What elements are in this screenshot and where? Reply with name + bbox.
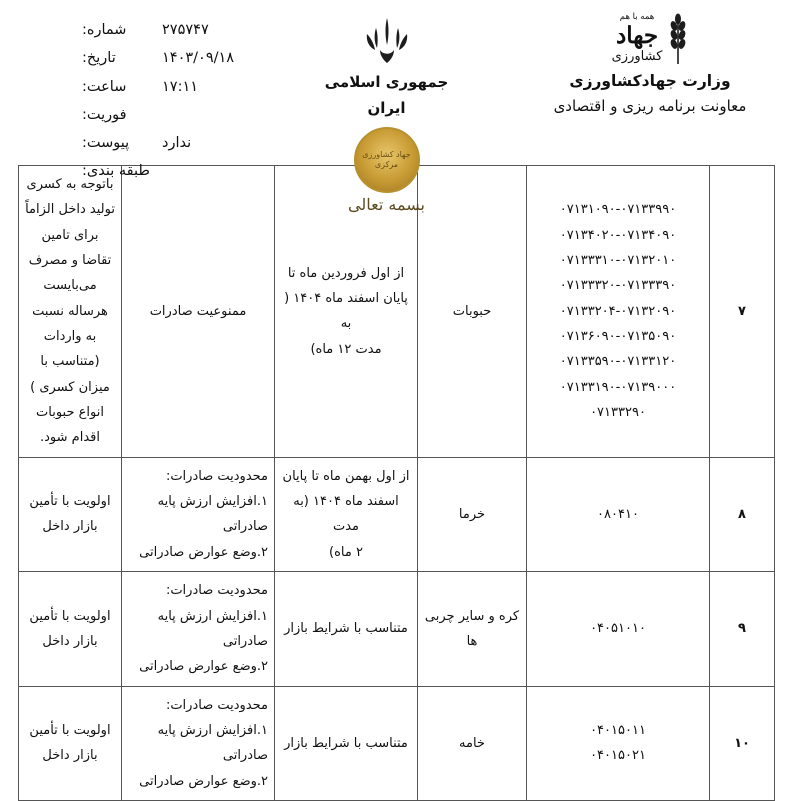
meta-value-urgency <box>162 101 248 129</box>
policy-item: ۲.وضع عوارض صادراتی <box>139 659 268 675</box>
note-line: اولویت با تأمین بازار داخل <box>29 608 111 649</box>
meta-value-date: ۱۴۰۳/۰۹/۱۸ <box>162 50 235 67</box>
row-number: ۱۰ <box>710 686 775 800</box>
note-line: اولویت با تأمین بازار داخل <box>29 722 111 764</box>
note-line: باتوجه به کسری تولید داخل الزاماً <box>25 177 115 218</box>
policy-item: ۱.افزایش ارزش پایه صادراتی <box>157 722 268 764</box>
national-emblem-block <box>272 10 502 214</box>
tariff-code: ۰۸۰۴۱۰ <box>597 506 639 522</box>
meta-value-time: ۱۷:۱۱ <box>162 78 199 95</box>
gold-seal-text: جهاد کشاورزی مرکزی <box>362 150 411 169</box>
ministry-logo <box>612 12 689 66</box>
row-policy <box>122 572 275 686</box>
ministry-block <box>525 10 775 115</box>
ministry-logo-text <box>612 13 663 64</box>
row-note <box>19 166 122 458</box>
note-line: می‌بایست هرساله نسبت به واردات <box>32 278 108 345</box>
table-container <box>0 165 793 801</box>
meta-row <box>18 16 248 44</box>
goods-table-body <box>19 166 775 801</box>
meta-row <box>18 129 248 157</box>
table-row <box>19 686 775 800</box>
row-number: ۷ <box>710 166 775 458</box>
country-title-line2: ایران <box>367 98 406 117</box>
basmala-script: بسمه تعالی <box>348 195 425 214</box>
policy-block <box>128 693 268 794</box>
row-product-name: خرما <box>418 457 527 571</box>
tariff-code: ۰۴۰۵۱۰۱۰ <box>590 621 646 637</box>
period-line: از اول فروردین ماه تا <box>287 265 405 281</box>
note-line: (متناسب با میزان کسری ) <box>30 354 110 395</box>
goods-table <box>18 165 775 801</box>
row-period <box>275 457 418 571</box>
row-policy <box>122 457 275 571</box>
period-line: از اول بهمن ماه تا پایان <box>282 468 410 484</box>
document-meta <box>18 10 248 186</box>
wheat-icon <box>668 12 688 66</box>
policy-item: ۱.افزایش ارزش پایه صادراتی <box>157 494 268 535</box>
period-line: ۲ ماه) <box>329 544 363 560</box>
period-line: مدت ۱۲ ماه) <box>310 341 382 357</box>
row-product-name: کره و سایر چربی ها <box>418 572 527 686</box>
row-tariff-codes <box>527 572 710 686</box>
meta-label-time: ساعت: <box>82 78 127 95</box>
tariff-code: ۰۷۱۳۱۰۹۰-۰۷۱۳۳۹۹۰ <box>559 202 677 218</box>
meta-label-number: شماره: <box>82 22 127 38</box>
tariff-code: ۰۷۱۳۳۱۹۰-۰۷۱۳۹۰۰۰ <box>559 379 677 395</box>
row-period <box>275 686 418 800</box>
meta-value-classification <box>162 157 248 185</box>
row-period <box>275 572 418 686</box>
table-row <box>19 457 775 571</box>
table-row <box>19 572 775 686</box>
row-tariff-codes <box>527 457 710 571</box>
ministry-department: معاونت برنامه ریزی و اقتصادی <box>553 97 747 115</box>
note-line: انواع حبوبات اقدام شود. <box>36 405 104 446</box>
policy-block <box>128 464 268 565</box>
note-line: برای تامین تقاضا و مصرف <box>28 227 112 269</box>
tariff-code: ۰۷۱۳۳۳۲۰-۰۷۱۳۳۳۹۰ <box>559 278 677 294</box>
row-number: ۸ <box>710 457 775 571</box>
row-number: ۹ <box>710 572 775 686</box>
policy-item: ۱.افزایش ارزش پایه صادراتی <box>157 608 268 649</box>
country-title <box>325 70 449 121</box>
meta-label-classification: طبقه بندی: <box>82 163 150 180</box>
meta-value-number: ۲۷۵۷۴۷ <box>162 22 209 38</box>
row-policy <box>122 686 275 800</box>
ministry-logo-sub: کشاورزی <box>611 48 663 64</box>
policy-item: ۲.وضع عوارض صادراتی <box>139 544 268 560</box>
meta-label-attachment: پیوست: <box>82 135 130 152</box>
tariff-code: ۰۷۱۳۴۰۲۰-۰۷۱۳۴۰۹۰ <box>559 227 677 243</box>
policy-item: ۲.وضع عوارض صادراتی <box>139 773 268 789</box>
row-tariff-codes <box>527 166 710 458</box>
meta-label-date: تاریخ: <box>82 50 116 67</box>
meta-row <box>18 44 248 72</box>
period-line: پایان اسفند ماه ۱۴۰۴ ( به <box>284 291 408 332</box>
policy-head: محدودیت صادرات: <box>165 468 268 484</box>
gold-seal <box>354 127 420 193</box>
policy-block <box>128 578 268 679</box>
policy-head: محدودیت صادرات: <box>165 583 268 599</box>
meta-label-urgency: فوریت: <box>82 106 127 123</box>
tariff-code: ۰۷۱۳۳۲۰۴-۰۷۱۳۲۰۹۰ <box>559 303 677 319</box>
ministry-logo-top: همه با هم <box>619 12 655 23</box>
policy-head: محدودیت صادرات: <box>165 697 268 713</box>
period-line: متناسب با شرایط بازار <box>284 735 408 751</box>
row-note <box>19 572 122 686</box>
row-note <box>19 457 122 571</box>
row-product-name: خامه <box>418 686 527 800</box>
policy-head: ممنوعیت صادرات <box>149 303 247 319</box>
period-line: اسفند ماه ۱۴۰۴ (به مدت <box>293 494 399 535</box>
tariff-code: ۰۴۰۱۵۰۲۱ <box>590 748 646 764</box>
ministry-logo-main: جهاد <box>615 22 659 50</box>
period-line: متناسب با شرایط بازار <box>284 621 408 637</box>
row-note <box>19 686 122 800</box>
note-line: اولویت با تأمین بازار داخل <box>29 494 111 535</box>
meta-row <box>18 73 248 101</box>
ministry-name: وزارت جهادکشاورزی <box>569 72 731 90</box>
meta-row <box>18 101 248 129</box>
row-policy <box>122 166 275 458</box>
tariff-code: ۰۷۱۳۶۰۹۰-۰۷۱۳۵۰۹۰ <box>559 329 677 345</box>
tariff-code: ۰۷۱۳۳۲۹۰ <box>590 405 646 421</box>
tariff-code: ۰۴۰۱۵۰۱۱ <box>590 722 646 738</box>
row-tariff-codes <box>527 686 710 800</box>
tariff-code: ۰۷۱۳۳۳۱۰-۰۷۱۳۲۰۱۰ <box>559 253 677 269</box>
iran-emblem-icon <box>358 14 416 66</box>
row-product-name: حبوبات <box>418 166 527 458</box>
meta-value-attachment: ندارد <box>162 135 192 152</box>
tariff-code: ۰۷۱۳۳۵۹۰-۰۷۱۳۳۱۲۰ <box>559 354 677 370</box>
country-title-line1: جمهوری اسلامی <box>324 73 449 91</box>
